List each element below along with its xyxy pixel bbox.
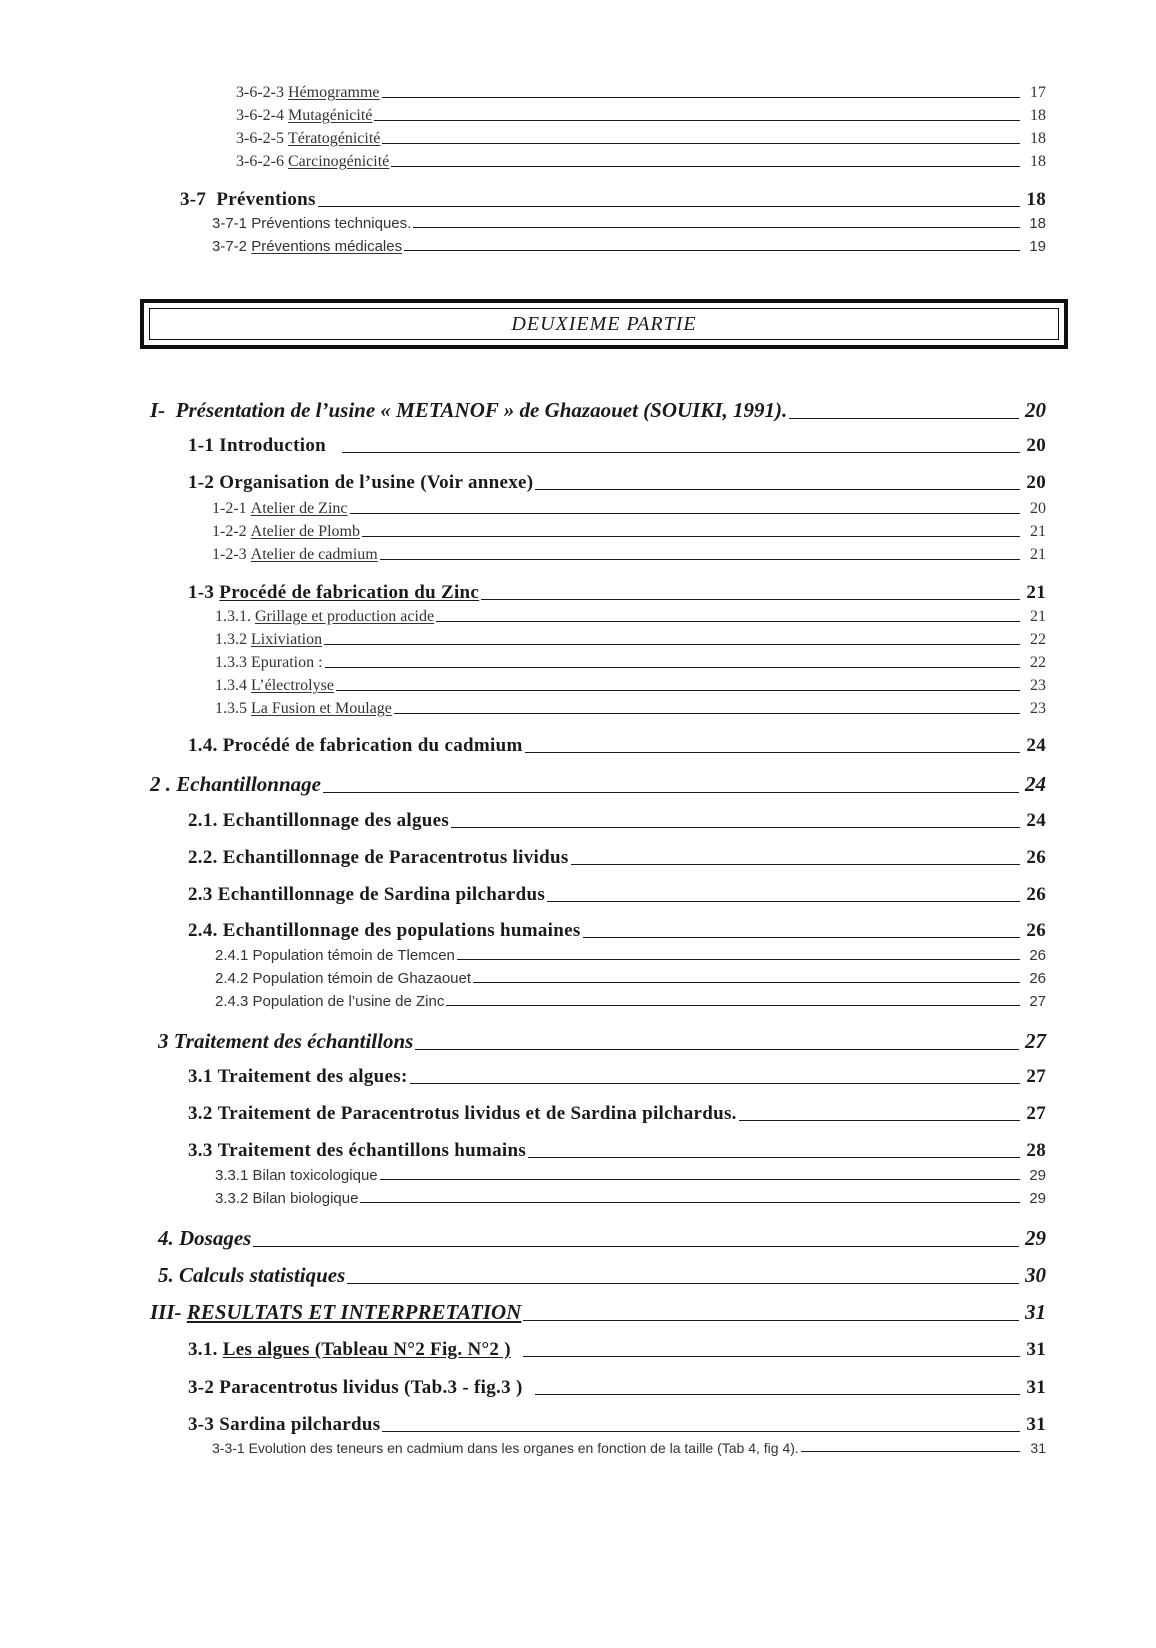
dot-leader	[571, 864, 1020, 865]
toc-section-title: Paracentrotus lividus (Tab.3 - fig.3 )	[219, 1377, 523, 1398]
dot-leader	[325, 667, 1020, 668]
toc-entry-title: Population témoin de Ghazaouet	[252, 970, 472, 987]
dot-leader	[382, 97, 1020, 98]
toc-entry-title: La Fusion et Moulage	[251, 700, 392, 717]
toc-part-title: Présentation de l’usine « METANOF » de Ghazaouet (SOUIKI, 1991).	[175, 398, 788, 422]
toc-entry[interactable]	[212, 238, 1046, 255]
toc-section-page: 27	[1026, 1066, 1046, 1087]
toc-section-page: 31	[1026, 1414, 1046, 1435]
toc-entry-title: Grillage et production acide	[255, 608, 435, 625]
dot-leader	[415, 1049, 1019, 1050]
toc-part-number: 5.	[158, 1263, 174, 1287]
toc-entry-title: Atelier de Plomb	[250, 523, 360, 540]
toc-section[interactable]	[188, 1414, 1046, 1436]
toc-entry-page: 26	[1029, 970, 1046, 987]
toc-entry-number: 2.4.1	[215, 947, 249, 964]
toc-section-page: 21	[1026, 582, 1046, 603]
toc-entry-page: 29	[1029, 1167, 1046, 1184]
toc-entry[interactable]	[215, 608, 1046, 626]
toc-section-page: 24	[1026, 735, 1046, 756]
toc-part-page: 24	[1025, 772, 1046, 796]
toc-section-number: 3.1	[188, 1066, 213, 1087]
toc-section-title: Introduction	[219, 435, 327, 456]
toc-part-number: 4.	[158, 1226, 174, 1250]
toc-section-title: Les algues (Tableau N°2 Fig. N°2 )	[222, 1339, 511, 1360]
toc-section-title: Echantillonnage de Sardina pilchardus	[217, 884, 546, 905]
toc-section[interactable]	[188, 1066, 1046, 1088]
toc-section-page: 27	[1026, 1103, 1046, 1124]
dot-leader	[547, 901, 1020, 902]
toc-entry-number: 1.3.3	[215, 654, 247, 671]
dot-leader	[535, 1394, 1020, 1395]
toc-entry-page: 20	[1030, 500, 1046, 517]
dot-leader	[374, 120, 1020, 121]
toc-section-number: 1-3	[188, 582, 215, 603]
toc-entry-page: 26	[1029, 947, 1046, 964]
toc-entry-page: 21	[1030, 523, 1046, 540]
dot-leader	[481, 599, 1020, 600]
toc-entry-title: Bilan biologique	[252, 1190, 359, 1207]
part-banner-label: DEUXIEME PARTIE	[149, 308, 1059, 340]
toc-section-title: Procédé de fabrication du Zinc	[219, 582, 480, 603]
toc-part-title: Calculs statistiques	[179, 1263, 346, 1287]
toc-section-title: Echantillonnage de Paracentrotus lividus	[222, 847, 569, 868]
toc-entry-page: 18	[1030, 153, 1046, 170]
dot-leader	[362, 536, 1020, 537]
toc-part[interactable]	[150, 398, 1046, 423]
toc-section-title: Sardina pilchardus	[219, 1414, 381, 1435]
toc-section-page: 26	[1026, 884, 1046, 905]
dot-leader	[318, 206, 1020, 207]
toc-part[interactable]	[150, 772, 1046, 797]
toc-part[interactable]	[158, 1226, 1046, 1251]
toc-section-number: 1-2	[188, 472, 215, 493]
dot-leader	[410, 1083, 1020, 1084]
toc-entry-page: 18	[1029, 215, 1046, 232]
toc-section-page: 18	[1026, 189, 1046, 210]
toc-entry-page: 23	[1030, 677, 1046, 694]
toc-section-page: 26	[1026, 920, 1046, 941]
toc-entry-title: Population de l’usine de Zinc	[252, 993, 445, 1010]
toc-section[interactable]	[188, 472, 1046, 494]
toc-section-number: 1-1	[188, 435, 215, 456]
toc-section-page: 26	[1026, 847, 1046, 868]
toc-entry-number: 3-6-2-4	[236, 107, 284, 124]
toc-entry-number: 3-7-1	[212, 215, 248, 232]
toc-part-title: Echantillonnage	[176, 772, 321, 796]
toc-section-page: 31	[1026, 1377, 1046, 1398]
toc-section[interactable]	[180, 189, 1046, 211]
toc-part-number: 3	[158, 1029, 169, 1053]
part-banner	[140, 299, 1068, 349]
toc-part[interactable]	[150, 1300, 1046, 1325]
dot-leader	[391, 166, 1020, 167]
toc-entry-title: Tératogénicité	[287, 130, 381, 147]
dot-leader	[528, 1157, 1020, 1158]
toc-section-number: 2.4.	[188, 920, 218, 941]
toc-section-title: Procédé de fabrication du cadmium	[222, 735, 523, 756]
toc-section[interactable]	[188, 810, 1046, 832]
toc-entry-title: Carcinogénicité	[287, 153, 390, 170]
dot-leader	[801, 1451, 1020, 1452]
toc-section[interactable]	[188, 1140, 1046, 1162]
toc-entry-number: 1-2-1	[212, 500, 247, 517]
toc-part-page: 30	[1025, 1263, 1046, 1287]
toc-part-title: RESULTATS ET INTERPRETATION	[186, 1300, 522, 1324]
toc-entry-title: Bilan toxicologique	[252, 1167, 378, 1184]
toc-entry[interactable]	[215, 700, 1046, 718]
toc-entry-title: Préventions médicales	[251, 238, 403, 255]
toc-entry[interactable]	[215, 1190, 1046, 1207]
toc-part-title: Traitement des échantillons	[173, 1029, 414, 1053]
toc-entry-page: 31	[1030, 1440, 1046, 1456]
toc-entry[interactable]	[215, 631, 1046, 649]
toc-entry-title: Atelier de cadmium	[250, 546, 378, 563]
toc-entry-page: 27	[1029, 993, 1046, 1010]
dot-leader	[323, 792, 1019, 793]
toc-part-page: 29	[1025, 1226, 1046, 1250]
toc-entry[interactable]	[215, 993, 1046, 1010]
dot-leader	[350, 513, 1021, 514]
toc-entry-number: 3-7-2	[212, 238, 248, 255]
dot-leader	[394, 713, 1020, 714]
toc-part-page: 27	[1025, 1029, 1046, 1053]
toc-section-page: 20	[1026, 472, 1046, 493]
dot-leader	[523, 1320, 1019, 1321]
toc-section[interactable]	[188, 435, 1046, 457]
toc-section-title: Traitement des algues:	[217, 1066, 408, 1087]
dot-leader	[360, 1202, 1020, 1203]
toc-entry[interactable]	[236, 84, 1046, 102]
toc-section-number: 2.1.	[188, 810, 218, 831]
toc-entry-number: 3-6-2-3	[236, 84, 284, 101]
toc-entry[interactable]	[215, 677, 1046, 695]
toc-part-title: Dosages	[179, 1226, 252, 1250]
toc-part-number: III-	[150, 1300, 182, 1324]
toc-entry-title: Evolution des teneurs en cadmium dans les organes en fonction de la taille (Tab 4, fig 4).	[248, 1440, 799, 1456]
toc-entry[interactable]	[212, 523, 1046, 541]
toc-entry-page: 22	[1030, 654, 1046, 671]
toc-entry-page: 18	[1030, 130, 1046, 147]
dot-leader	[404, 250, 1020, 251]
toc-entry[interactable]	[212, 215, 1046, 232]
dot-leader	[324, 644, 1020, 645]
toc-entry-page: 21	[1030, 546, 1046, 563]
toc-part-number: 2 .	[150, 772, 171, 796]
toc-entry-number: 3.3.2	[215, 1190, 249, 1207]
toc-section[interactable]	[188, 1377, 1046, 1399]
dot-leader	[342, 452, 1020, 453]
dot-leader	[382, 1431, 1020, 1432]
toc-entry-page: 23	[1030, 700, 1046, 717]
dot-leader	[253, 1246, 1019, 1247]
toc-section[interactable]	[188, 884, 1046, 906]
toc-part-page: 31	[1025, 1300, 1046, 1324]
dot-leader	[457, 959, 1020, 960]
dot-leader	[446, 1005, 1020, 1006]
dot-leader	[473, 982, 1020, 983]
toc-entry[interactable]	[215, 654, 1046, 672]
toc-part[interactable]	[158, 1029, 1046, 1054]
toc-entry-title: L’électrolyse	[251, 677, 334, 694]
toc-section-title: Echantillonnage des populations humaines	[222, 920, 581, 941]
toc-section-number: 1.4.	[188, 735, 218, 756]
toc-part[interactable]	[158, 1263, 1046, 1288]
dot-leader	[525, 752, 1020, 753]
dot-leader	[347, 1283, 1019, 1284]
toc-section-number: 3.1.	[188, 1339, 218, 1360]
toc-entry-number: 3.3.1	[215, 1167, 249, 1184]
toc-entry-number: 3-3-1	[212, 1440, 245, 1456]
toc-entry[interactable]	[215, 1167, 1046, 1184]
toc-entry[interactable]	[215, 970, 1046, 987]
toc-entry-title: Mutagénicité	[287, 107, 373, 124]
toc-entry-title: Epuration :	[251, 654, 323, 671]
toc-section-number: 3.2	[188, 1103, 213, 1124]
toc-entry-page: 19	[1029, 238, 1046, 255]
toc-part-page: 20	[1025, 398, 1046, 422]
dot-leader	[739, 1120, 1020, 1121]
toc-section-number: 2.3	[188, 884, 213, 905]
toc-section-number: 3-2	[188, 1377, 215, 1398]
dot-leader	[382, 143, 1020, 144]
toc-section-number: 2.2.	[188, 847, 218, 868]
toc-entry-page: 21	[1030, 608, 1046, 625]
toc-section[interactable]	[188, 1339, 1046, 1361]
toc-entry-page: 29	[1029, 1190, 1046, 1207]
toc-entry[interactable]	[236, 107, 1046, 125]
toc-entry[interactable]	[212, 546, 1046, 564]
toc-entry-number: 1-2-3	[212, 546, 247, 563]
dot-leader	[451, 827, 1020, 828]
toc-section-page: 20	[1026, 435, 1046, 456]
toc-section-page: 31	[1026, 1339, 1046, 1360]
toc-section-title: Traitement de Paracentrotus lividus et de Sardina pilchardus.	[217, 1103, 737, 1124]
toc-entry-number: 2.4.2	[215, 970, 249, 987]
toc-entry[interactable]	[236, 153, 1046, 171]
toc-entry-title: Population témoin de Tlemcen	[252, 947, 455, 964]
dot-leader	[523, 1356, 1020, 1357]
dot-leader	[380, 559, 1020, 560]
dot-leader	[436, 621, 1020, 622]
toc-entry-title: Atelier de Zinc	[250, 500, 348, 517]
toc-entry[interactable]	[236, 130, 1046, 148]
toc-section-number: 3-3	[188, 1414, 215, 1435]
dot-leader	[336, 690, 1020, 691]
toc-section[interactable]	[188, 1103, 1046, 1125]
dot-leader	[380, 1179, 1020, 1180]
toc-entry-number: 1.3.4	[215, 677, 247, 694]
toc-section[interactable]	[188, 847, 1046, 869]
toc-section[interactable]	[188, 920, 1046, 942]
toc-section-title: Préventions	[216, 189, 316, 210]
toc-section-number: 3-7	[180, 189, 207, 210]
toc-entry-title: Hémogramme	[287, 84, 380, 101]
toc-entry-title: Préventions techniques.	[251, 215, 412, 232]
toc-entry-number: 1.3.5	[215, 700, 247, 717]
toc-section[interactable]	[188, 582, 1046, 604]
toc-entry[interactable]	[212, 1440, 1046, 1456]
toc-entry-number: 1.3.1.	[215, 608, 251, 625]
toc-entry-page: 18	[1030, 107, 1046, 124]
toc-section-number: 3.3	[188, 1140, 213, 1161]
toc-entry-number: 3-6-2-5	[236, 130, 284, 147]
toc-entry-page: 17	[1030, 84, 1046, 101]
toc-part-number: I-	[150, 398, 166, 422]
toc-entry-number: 2.4.3	[215, 993, 249, 1010]
toc-section-page: 28	[1026, 1140, 1046, 1161]
toc-section[interactable]	[188, 735, 1046, 757]
dot-leader	[413, 227, 1020, 228]
toc-section-title: Organisation de l’usine (Voir annexe)	[219, 472, 534, 493]
toc-entry-page: 22	[1030, 631, 1046, 648]
dot-leader	[789, 418, 1019, 419]
toc-entry[interactable]	[215, 947, 1046, 964]
toc-entry-number: 1.3.2	[215, 631, 247, 648]
toc-section-page: 24	[1026, 810, 1046, 831]
toc-entry[interactable]	[212, 500, 1046, 518]
toc-entry-number: 3-6-2-6	[236, 153, 284, 170]
toc-section-title: Traitement des échantillons humains	[217, 1140, 527, 1161]
toc-entry-number: 1-2-2	[212, 523, 247, 540]
dot-leader	[535, 489, 1020, 490]
toc-section-title: Echantillonnage des algues	[222, 810, 450, 831]
toc-entry-title: Lixiviation	[251, 631, 323, 648]
dot-leader	[583, 937, 1020, 938]
